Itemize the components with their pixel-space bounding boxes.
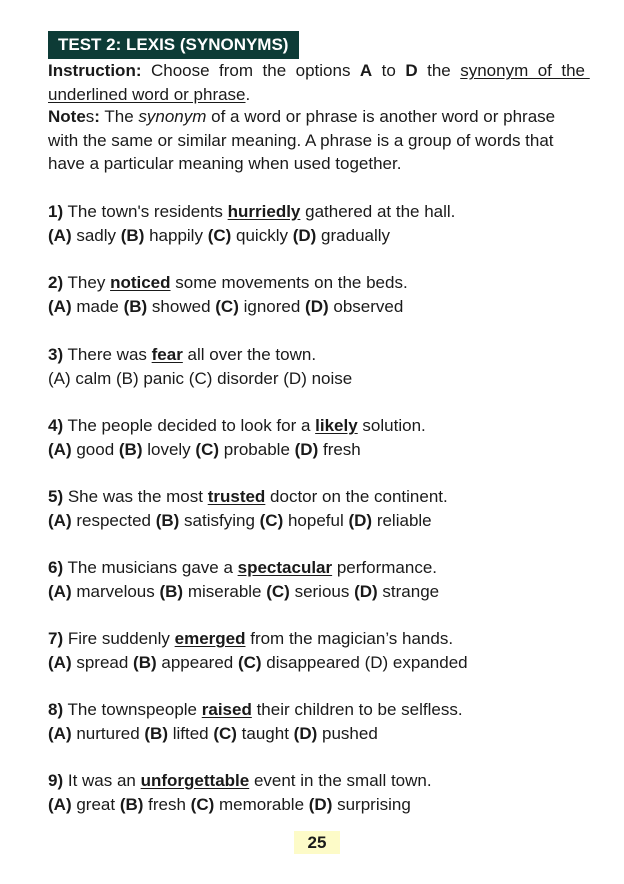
option-letter: (B) bbox=[118, 440, 143, 459]
question-text: They bbox=[63, 273, 111, 292]
option-text: pushed bbox=[317, 724, 378, 743]
underlined-keyword: fear bbox=[151, 345, 183, 364]
option-text: panic bbox=[138, 369, 189, 388]
question-stem bbox=[48, 271, 608, 295]
option-text: great bbox=[71, 795, 120, 814]
answer-option[interactable] bbox=[116, 369, 189, 388]
answer-option[interactable] bbox=[189, 369, 283, 388]
question-stem bbox=[48, 485, 608, 509]
question-stem bbox=[48, 627, 608, 651]
option-letter: (A) bbox=[48, 653, 72, 672]
answer-option[interactable] bbox=[208, 226, 293, 245]
option-letter: (B) bbox=[116, 369, 139, 388]
option-text: taught bbox=[236, 724, 294, 743]
answer-options bbox=[48, 722, 608, 746]
underlined-keyword: emerged bbox=[174, 629, 246, 648]
answer-option[interactable] bbox=[213, 724, 293, 743]
answer-options bbox=[48, 580, 608, 604]
option-text: respected bbox=[71, 511, 156, 530]
answer-option[interactable] bbox=[309, 795, 411, 814]
option-letter: (C) bbox=[207, 226, 232, 245]
question-text: from the magician’s hands. bbox=[245, 629, 454, 648]
answer-option[interactable] bbox=[48, 653, 133, 672]
option-letter: (C) bbox=[237, 653, 262, 672]
option-text: good bbox=[71, 440, 119, 459]
option-text: marvelous bbox=[71, 582, 160, 601]
question-item bbox=[48, 485, 608, 533]
question-text: The townspeople bbox=[63, 700, 202, 719]
answer-option[interactable] bbox=[120, 795, 191, 814]
underlined-keyword: raised bbox=[201, 700, 252, 719]
underlined-keyword: trusted bbox=[207, 487, 266, 506]
answer-option[interactable] bbox=[191, 795, 309, 814]
question-number: 6) bbox=[48, 558, 64, 577]
option-text: observed bbox=[328, 297, 404, 316]
option-letter: (D) bbox=[283, 369, 307, 388]
answer-option[interactable] bbox=[283, 369, 352, 388]
option-text: made bbox=[71, 297, 124, 316]
instruction-text: Choose from the options bbox=[141, 61, 360, 80]
option-letter: (C) bbox=[188, 369, 213, 388]
option-letter: (D) bbox=[293, 724, 318, 743]
option-letter: (C) bbox=[259, 511, 284, 530]
option-letter: (A) bbox=[48, 440, 72, 459]
answer-option[interactable] bbox=[266, 582, 354, 601]
option-range-end: D bbox=[405, 61, 418, 80]
option-text: spread bbox=[71, 653, 134, 672]
question-text: The town's residents bbox=[63, 202, 228, 221]
question-text: their children to be selfless. bbox=[251, 700, 463, 719]
question-stem bbox=[48, 200, 608, 224]
option-text: satisfying bbox=[179, 511, 260, 530]
option-letter: (D) bbox=[354, 582, 378, 601]
option-letter: (A) bbox=[48, 369, 71, 388]
answer-options bbox=[48, 438, 608, 462]
answer-options bbox=[48, 793, 608, 817]
question-text: There was bbox=[63, 345, 152, 364]
answer-options bbox=[48, 651, 608, 675]
option-text: fresh bbox=[318, 440, 361, 459]
question-number: 3) bbox=[48, 345, 64, 364]
option-text: happily bbox=[144, 226, 208, 245]
option-letter: (C) bbox=[215, 297, 239, 316]
notes-label: Note bbox=[48, 107, 86, 126]
question-item bbox=[48, 200, 608, 248]
answer-option[interactable] bbox=[365, 653, 468, 672]
option-text: probable bbox=[219, 440, 295, 459]
question-text: doctor on the continent. bbox=[265, 487, 448, 506]
option-text: expanded bbox=[388, 653, 468, 672]
option-text: sadly bbox=[71, 226, 121, 245]
instruction-label: Instruction: bbox=[48, 61, 142, 80]
question-number: 9) bbox=[48, 771, 64, 790]
option-letter: (B) bbox=[159, 582, 184, 601]
question-number: 8) bbox=[48, 700, 64, 719]
option-text: disappeared bbox=[261, 653, 365, 672]
option-text: lovely bbox=[142, 440, 196, 459]
notes-colon: : bbox=[94, 107, 100, 126]
question-text: Fire suddenly bbox=[63, 629, 175, 648]
answer-option[interactable] bbox=[195, 440, 294, 459]
option-text: showed bbox=[147, 297, 216, 316]
question-stem bbox=[48, 698, 608, 722]
option-letter: (A) bbox=[48, 226, 72, 245]
underlined-keyword: unforgettable bbox=[140, 771, 250, 790]
option-letter: (B) bbox=[120, 226, 145, 245]
answer-option[interactable] bbox=[295, 440, 361, 459]
answer-option[interactable] bbox=[215, 297, 305, 316]
question-number: 7) bbox=[48, 629, 64, 648]
option-letter: (D) bbox=[292, 226, 317, 245]
underlined-keyword: likely bbox=[315, 416, 358, 435]
answer-option[interactable] bbox=[144, 724, 213, 743]
option-text: ignored bbox=[238, 297, 306, 316]
answer-options bbox=[48, 295, 608, 319]
option-letter: (A) bbox=[48, 582, 72, 601]
option-letter: (D) bbox=[348, 511, 373, 530]
option-letter: (C) bbox=[213, 724, 237, 743]
notes-label-suffix: s bbox=[85, 107, 95, 126]
answer-options bbox=[48, 367, 608, 391]
instruction-text: . bbox=[245, 84, 251, 104]
question-text: The musicians gave a bbox=[63, 558, 238, 577]
question-text: gathered at the hall. bbox=[300, 202, 456, 221]
instruction-underlined: synonym of the underlined word or phrase bbox=[48, 61, 590, 104]
answer-option[interactable] bbox=[48, 440, 119, 459]
question-item bbox=[48, 769, 608, 817]
question-number: 4) bbox=[48, 416, 64, 435]
answer-option[interactable] bbox=[121, 226, 208, 245]
option-range-start: A bbox=[359, 61, 373, 80]
instruction-text: to bbox=[372, 61, 406, 80]
answer-option[interactable] bbox=[156, 511, 260, 530]
answer-options bbox=[48, 509, 608, 533]
answer-option[interactable] bbox=[354, 582, 439, 601]
answer-option[interactable] bbox=[348, 511, 431, 530]
test-title-text: TEST 2: LEXIS (SYNONYMS) bbox=[58, 35, 289, 54]
answer-option[interactable] bbox=[305, 297, 403, 316]
answer-option[interactable] bbox=[124, 297, 216, 316]
answer-option[interactable] bbox=[133, 653, 238, 672]
option-letter: (D) bbox=[308, 795, 333, 814]
option-letter: (C) bbox=[190, 795, 215, 814]
option-text: surprising bbox=[332, 795, 411, 814]
option-text: quickly bbox=[231, 226, 293, 245]
answer-option[interactable] bbox=[159, 582, 266, 601]
underlined-keyword: spectacular bbox=[237, 558, 333, 577]
option-letter: (B) bbox=[123, 297, 148, 316]
answer-option[interactable] bbox=[119, 440, 196, 459]
notes-text: The bbox=[99, 107, 139, 126]
option-text: memorable bbox=[214, 795, 309, 814]
option-text: miserable bbox=[183, 582, 267, 601]
option-letter: (A) bbox=[48, 724, 72, 743]
option-letter: (A) bbox=[48, 297, 72, 316]
answer-option[interactable] bbox=[48, 795, 120, 814]
question-item bbox=[48, 271, 608, 319]
option-letter: (C) bbox=[266, 582, 290, 601]
option-text: nurtured bbox=[71, 724, 145, 743]
test-title bbox=[48, 31, 299, 59]
instruction-paragraph bbox=[48, 59, 590, 106]
notes-paragraph bbox=[48, 105, 585, 176]
option-text: reliable bbox=[372, 511, 432, 530]
option-text: calm bbox=[70, 369, 117, 388]
question-item bbox=[48, 627, 608, 675]
page-number bbox=[294, 831, 340, 854]
notes-italic-term: synonym bbox=[138, 107, 207, 126]
question-text: event in the small town. bbox=[249, 771, 432, 790]
question-item bbox=[48, 556, 608, 604]
option-letter: (B) bbox=[144, 724, 168, 743]
option-text: gradually bbox=[316, 226, 391, 245]
question-item bbox=[48, 414, 608, 462]
question-text: The people decided to look for a bbox=[63, 416, 316, 435]
option-letter: (D) bbox=[364, 653, 389, 672]
option-text: hopeful bbox=[283, 511, 349, 530]
answer-option[interactable] bbox=[48, 226, 121, 245]
answer-option[interactable] bbox=[294, 724, 378, 743]
question-item bbox=[48, 343, 608, 391]
option-text: lifted bbox=[167, 724, 214, 743]
option-text: appeared bbox=[156, 653, 238, 672]
option-text: strange bbox=[377, 582, 440, 601]
option-text: noise bbox=[306, 369, 353, 388]
question-number: 1) bbox=[48, 202, 64, 221]
underlined-keyword: hurriedly bbox=[227, 202, 301, 221]
question-text: She was the most bbox=[63, 487, 208, 506]
answer-option[interactable] bbox=[48, 724, 144, 743]
option-text: serious bbox=[289, 582, 355, 601]
page-number-text: 25 bbox=[307, 833, 327, 852]
option-letter: (B) bbox=[119, 795, 144, 814]
answer-option[interactable] bbox=[48, 511, 156, 530]
instruction-text: the bbox=[417, 61, 461, 80]
option-letter: (A) bbox=[48, 795, 72, 814]
question-stem bbox=[48, 769, 608, 793]
option-letter: (A) bbox=[48, 511, 72, 530]
question-stem bbox=[48, 414, 608, 438]
question-stem bbox=[48, 343, 608, 367]
option-text: disorder bbox=[212, 369, 284, 388]
option-letter: (D) bbox=[305, 297, 329, 316]
option-letter: (B) bbox=[155, 511, 180, 530]
question-stem bbox=[48, 556, 608, 580]
answer-option[interactable] bbox=[48, 369, 116, 388]
question-text: some movements on the beds. bbox=[170, 273, 408, 292]
question-text: It was an bbox=[63, 771, 141, 790]
answer-option[interactable] bbox=[48, 582, 159, 601]
option-letter: (C) bbox=[195, 440, 220, 459]
question-text: performance. bbox=[332, 558, 438, 577]
question-number: 5) bbox=[48, 487, 64, 506]
answer-option[interactable] bbox=[260, 511, 349, 530]
option-letter: (B) bbox=[133, 653, 157, 672]
answer-options bbox=[48, 224, 608, 248]
answer-option[interactable] bbox=[238, 653, 365, 672]
question-number: 2) bbox=[48, 273, 64, 292]
option-letter: (D) bbox=[294, 440, 319, 459]
question-text: solution. bbox=[357, 416, 426, 435]
question-item bbox=[48, 698, 608, 746]
question-text: all over the town. bbox=[182, 345, 317, 364]
underlined-keyword: noticed bbox=[110, 273, 171, 292]
answer-option[interactable] bbox=[293, 226, 390, 245]
notes-text: of a word or phrase is another word or phrase with the same or similar meaning. A phrase is a group of words that have a particular meaning when used together. bbox=[48, 107, 560, 173]
answer-option[interactable] bbox=[48, 297, 124, 316]
option-text: fresh bbox=[143, 795, 191, 814]
